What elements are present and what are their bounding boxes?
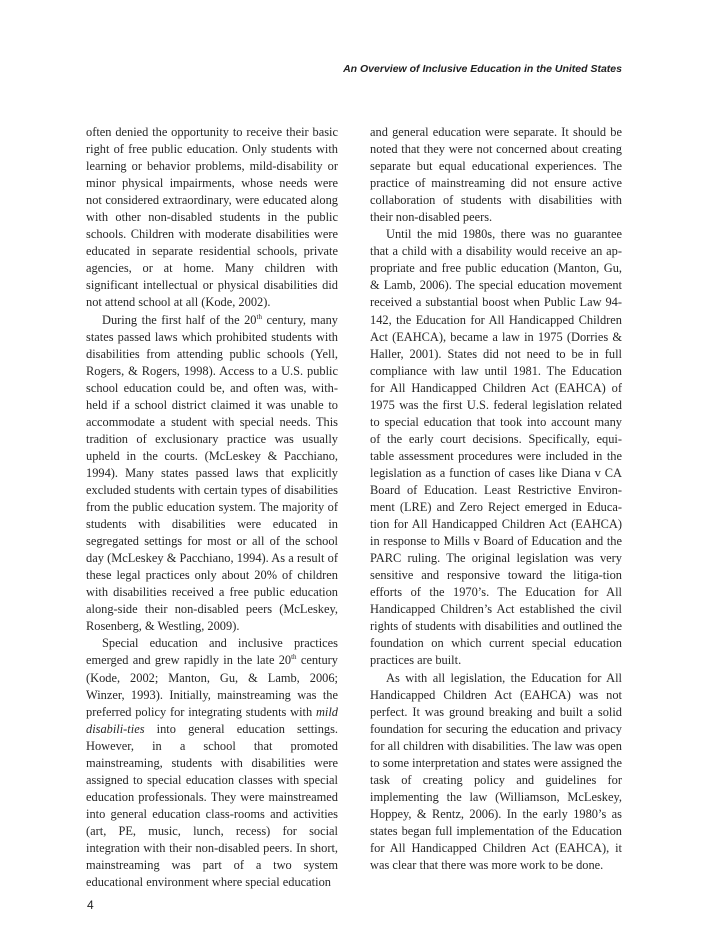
left-p2-text-b: century, many states passed laws which prohibited students with disabilities from attending public schools (Yell, Rogers, & Rogers, 1998). Access to a U.S. public school education could be, and often was, with-held if a school district claimed it was unable to accommodate a student with special needs. This tradition of exclusionary practice was usually upheld in the courts. (McLeskey & Pacchiano, 1994). Many states passed laws that explicitly excluded students with certain types of disabilities from the public education system. The majority of students with disabilities were educated in segregated settings for most or all of the school day (McLeskey & Pacchiano, 1994). As a result of these legal practices only about 20% of children with disabilities received a free public education along-side their non-disabled peers (McLeskey, Rosenberg, & Westling, 2009). [86, 312, 339, 634]
left-p3-text-a: Special education and inclusive practices emerged and grew rapidly in the late 20 [86, 636, 338, 668]
left-p2-text-a: During the first half of the 20 [102, 312, 257, 327]
running-header: An Overview of Inclusive Education in the United States [343, 63, 622, 75]
right-column [370, 124, 622, 874]
right-paragraph-1: and general education were separate. It should be noted that they were not concerned about creating separate but equal educational experiences. The practice of mainstreaming did not ensure active collaboration of students with disabilities with their non-disabled peers. [370, 125, 622, 225]
left-p2-superscript: th [256, 312, 262, 321]
left-paragraph-2 [86, 312, 338, 636]
left-p3-text-b: century (Kode, 2002; Manton, Gu, & Lamb, 2006; Winzer, 1993). Initially, mainstreaming was the preferred policy for integrating students with [86, 653, 338, 719]
page-number: 4 [87, 898, 94, 912]
left-paragraph-3 [86, 635, 338, 891]
left-p3-superscript: th [291, 653, 297, 662]
left-p3-italic-term: mild disabili-ties [86, 704, 338, 736]
left-paragraph-1: often denied the opportunity to receive their basic right of free public education. Only students with learning or behavior problems, mild-disability or minor physical impairments, whose needs were not considered extraordinary, were educated along with other non-disabled students in the public schools. Children with moderate disabilities were educated in separate residential schools, private agencies, or at home. Many children with significant intellectual or physical disabilities did not attend school at all (Kode, 2002). [86, 125, 338, 310]
left-column [86, 124, 338, 891]
right-paragraph-2: Until the mid 1980s, there was no guarantee that a child with a disability would receive an ap-propriate and free public education (Manton, Gu, & Lamb, 2006). The special education movement received a substantial boost when Public Law 94-142, the Education for All Handicapped Children Act (EAHCA), became a law in 1975 (Dorries & Haller, 2001). States did not need to be in full compliance with law until 1981. The Education for All Handicapped Children Act (EAHCA) of 1975 was the first U.S. federal legislation related to special education that took into account many of the early court decisions. Specifically, equi-table assessment procedures were included in the legislation as a function of cases like Diana v CA Board of Education. Least Restrictive Environ-ment (LRE) and Zero Reject emerged in Educa-tion for All Handicapped Children Act (EAHCA) in response to Mills v Board of Education and the PARC ruling. The original legislation was very sensitive and responsive toward the litiga-tion efforts of the 1970’s. The Education for All Handicapped Children’s Act established the civil rights of students with disabilities and outlined the foundation on which current special education practices are built. [370, 227, 622, 668]
left-p3-text-c: into general education settings. However, in a school that promoted mainstreaming, students with disabilities were assigned to special education classes with special education professionals. They were mainstreamed into general education class-rooms and activities (art, PE, music, lunch, recess) for social integration with their non-disabled peers. In short, mainstreaming was part of a two system educational environment where special education [86, 721, 338, 890]
right-paragraph-3: As with all legislation, the Education for All Handicapped Children Act (EAHCA) was not perfect. It was ground breaking and built a solid foundation for securing the education and privacy for all children with disabilities. The law was open to some interpretation and states were assigned the task of creating policy and guidelines for implementing the law (Williamson, McLeskey, Hoppey, & Rentz, 2006). In the early 1980’s as states began full implementation of the Education for All Handicapped Children Act (EAHCA), it was clear that there was more work to be done. [370, 670, 622, 873]
